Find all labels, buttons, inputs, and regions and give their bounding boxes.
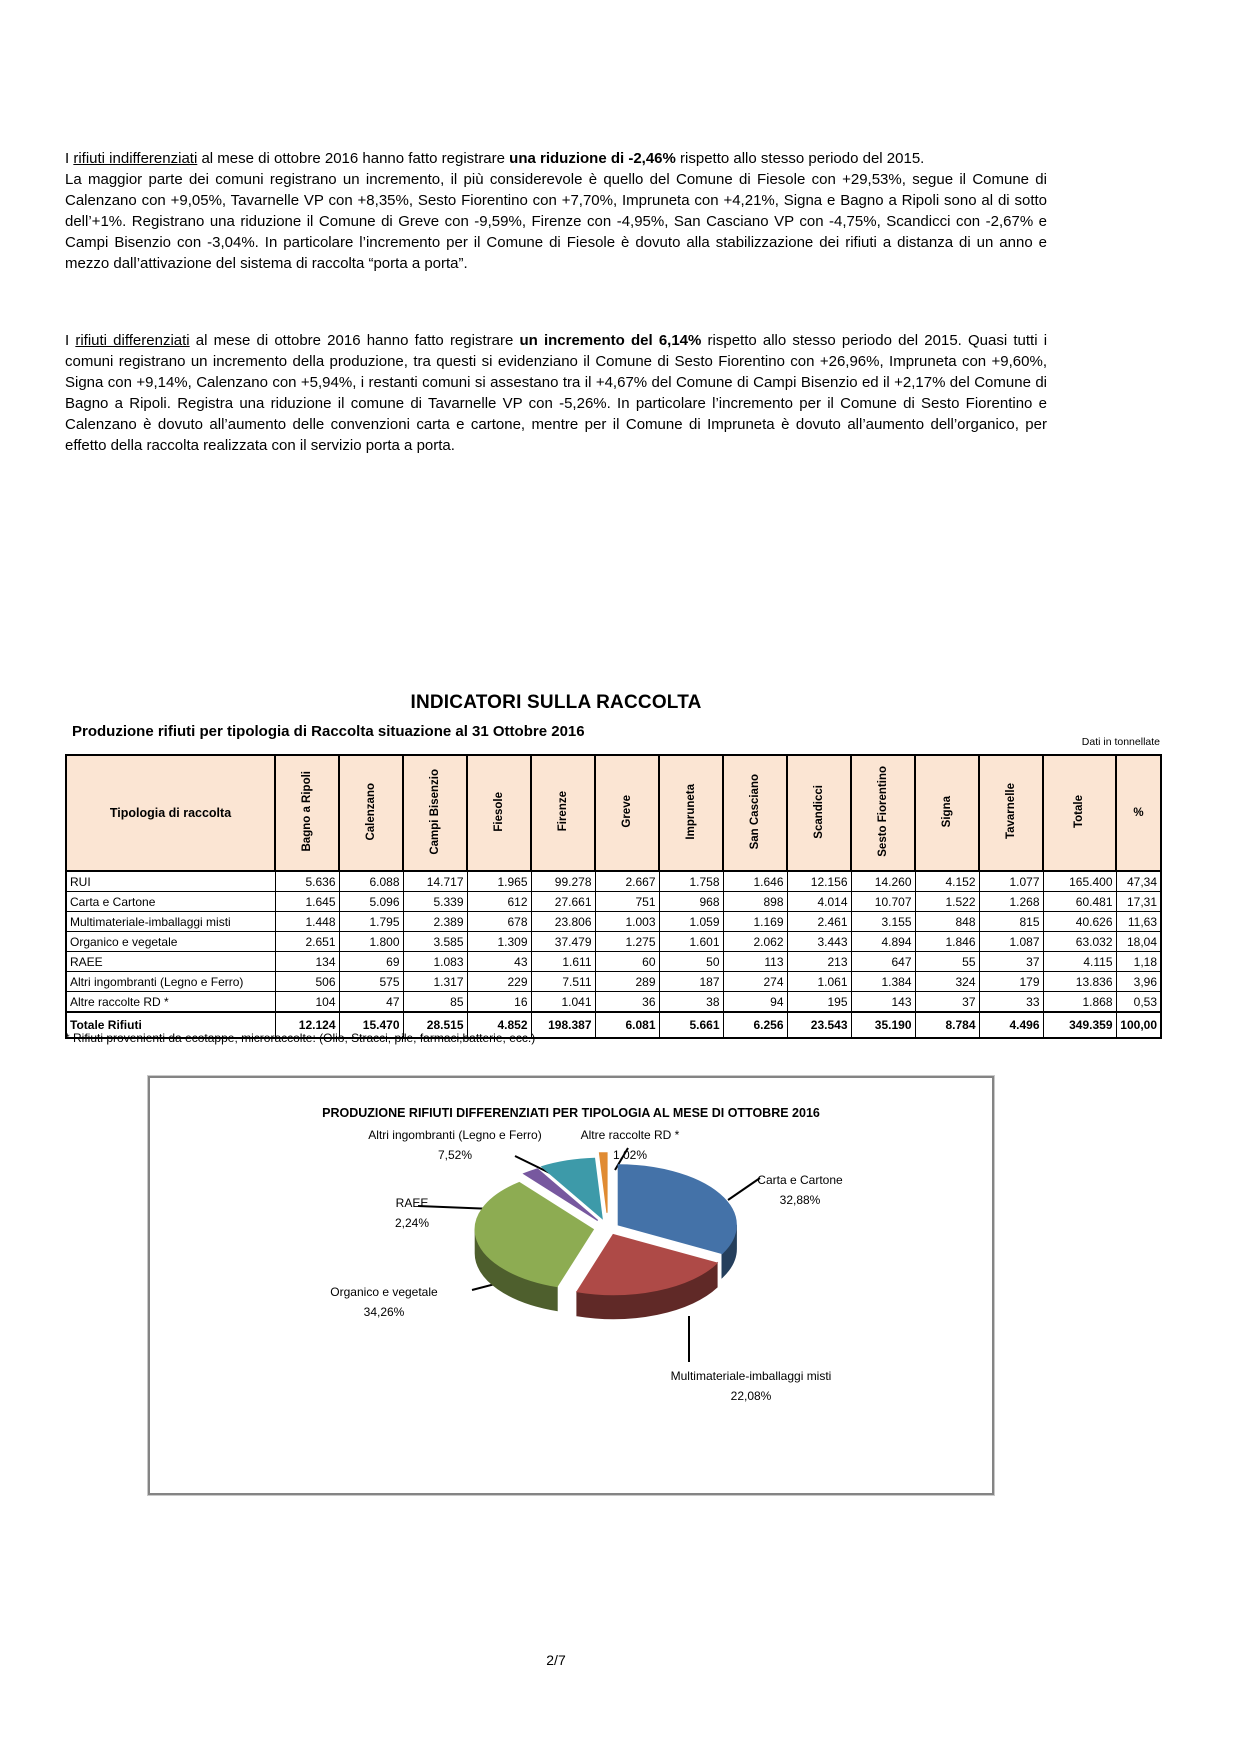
cell: 289 — [595, 972, 659, 992]
col-header-label: Firenze — [556, 791, 569, 832]
cell: 1.601 — [659, 932, 723, 952]
cell: 1.846 — [915, 932, 979, 952]
cell: 1.384 — [851, 972, 915, 992]
cell: 1.646 — [723, 871, 787, 892]
table-row — [66, 871, 1161, 892]
col-header-6 — [595, 755, 659, 871]
col-header-label: Bagno a Ripoli — [300, 771, 313, 852]
cell: 5.096 — [339, 892, 403, 912]
cell: 37 — [915, 992, 979, 1013]
row-label: Altre raccolte RD * — [66, 992, 275, 1013]
cell: 99.278 — [531, 871, 595, 892]
total-cell: 4.496 — [979, 1012, 1043, 1038]
pie-label-multimateriale — [626, 1366, 876, 1406]
table-row — [66, 912, 1161, 932]
section-title: INDICATORI SULLA RACCOLTA — [410, 692, 702, 713]
row-label: Organico e vegetale — [66, 932, 275, 952]
indiff-suffix: rispetto allo stesso periodo del 2015. — [675, 150, 925, 167]
col-header-label: Tavarnelle — [1004, 783, 1017, 840]
col-header-7 — [659, 755, 723, 871]
pie-label-raee — [362, 1193, 462, 1233]
cell: 2.389 — [403, 912, 467, 932]
cell: 38 — [659, 992, 723, 1013]
cell: 229 — [467, 972, 531, 992]
table-row — [66, 992, 1161, 1013]
cell: 1.268 — [979, 892, 1043, 912]
pie-label-pct: 2,24% — [394, 1216, 430, 1230]
total-cell: 5.661 — [659, 1012, 723, 1038]
cell: 751 — [595, 892, 659, 912]
col-header-label: Calenzano — [364, 782, 377, 841]
cell: 37 — [979, 952, 1043, 972]
cell: 13.836 — [1043, 972, 1116, 992]
cell: 27.661 — [531, 892, 595, 912]
pie-label-text: Multimateriale-imballaggi misti — [670, 1369, 832, 1383]
row-label: Carta e Cartone — [66, 892, 275, 912]
cell: 274 — [723, 972, 787, 992]
col-header-11 — [915, 755, 979, 871]
total-row-label: Totale Rifiuti — [66, 1012, 275, 1038]
cell: 3.443 — [787, 932, 851, 952]
total-cell: 28.515 — [403, 1012, 467, 1038]
cell: 113 — [723, 952, 787, 972]
cell: 1.645 — [275, 892, 339, 912]
cell: 1.611 — [531, 952, 595, 972]
cell: 1.041 — [531, 992, 595, 1013]
cell: 2.461 — [787, 912, 851, 932]
col-header-12 — [979, 755, 1043, 871]
cell: 55 — [915, 952, 979, 972]
col-header-label: Greve — [620, 795, 633, 828]
col-header-label: Totale — [1073, 794, 1086, 828]
total-cell: 4.852 — [467, 1012, 531, 1038]
diff-mid: al mese di ottobre 2016 hanno fatto registrare — [189, 332, 520, 349]
pie-label-pct: 22,08% — [730, 1389, 772, 1403]
row-label: Multimateriale-imballaggi misti — [66, 912, 275, 932]
cell: 16 — [467, 992, 531, 1013]
cell: 85 — [403, 992, 467, 1013]
cell: 1.795 — [339, 912, 403, 932]
cell: 815 — [979, 912, 1043, 932]
cell: 94 — [723, 992, 787, 1013]
cell: 18,04 — [1116, 932, 1161, 952]
col-header-label: Fiesole — [492, 791, 505, 832]
cell: 12.156 — [787, 871, 851, 892]
col-header-14: % — [1116, 755, 1161, 871]
cell: 50 — [659, 952, 723, 972]
pie-label-pct: 7,52% — [437, 1148, 473, 1162]
pie-label-pct: 32,88% — [779, 1193, 821, 1207]
total-cell: 35.190 — [851, 1012, 915, 1038]
cell: 134 — [275, 952, 339, 972]
pie-label-text: RAEE — [395, 1196, 429, 1210]
cell: 612 — [467, 892, 531, 912]
cell: 1.309 — [467, 932, 531, 952]
cell: 4.014 — [787, 892, 851, 912]
cell: 1.003 — [595, 912, 659, 932]
cell: 60.481 — [1043, 892, 1116, 912]
cell: 213 — [787, 952, 851, 972]
cell: 1.087 — [979, 932, 1043, 952]
paragraph-differenziati — [65, 330, 1047, 456]
row-label: Altri ingombranti (Legno e Ferro) — [66, 972, 275, 992]
total-cell: 6.081 — [595, 1012, 659, 1038]
cell: 2.667 — [595, 871, 659, 892]
cell: 40.626 — [1043, 912, 1116, 932]
cell: 10.707 — [851, 892, 915, 912]
col-header-9 — [787, 755, 851, 871]
indiff-mid: al mese di ottobre 2016 hanno fatto registrare — [197, 150, 510, 167]
table-row — [66, 932, 1161, 952]
cell: 36 — [595, 992, 659, 1013]
total-cell: 198.387 — [531, 1012, 595, 1038]
units-note: Dati in tonnellate — [1081, 736, 1160, 748]
cell: 3.155 — [851, 912, 915, 932]
table-header-row — [66, 755, 1161, 871]
cell: 195 — [787, 992, 851, 1013]
pie-chart-panel — [148, 1076, 994, 1495]
cell: 43 — [467, 952, 531, 972]
indiff-underlined: rifiuti indifferenziati — [73, 150, 198, 167]
cell: 187 — [659, 972, 723, 992]
cell: 1.275 — [595, 932, 659, 952]
cell: 2.062 — [723, 932, 787, 952]
total-cell: 12.124 — [275, 1012, 339, 1038]
diff-bold-figure: un incremento del 6,14% — [519, 332, 702, 349]
col-header-4 — [467, 755, 531, 871]
diff-prefix: I — [65, 332, 76, 349]
total-cell: 349.359 — [1043, 1012, 1116, 1038]
pie-label-text: Carta e Cartone — [757, 1173, 843, 1187]
cell: 5.636 — [275, 871, 339, 892]
pie-chart-title: PRODUZIONE RIFIUTI DIFFERENZIATI PER TIPOLOGIA AL MESE DI OTTOBRE 2016 — [322, 1106, 820, 1120]
col-header-label: Impruneta — [684, 783, 697, 840]
total-cell: 23.543 — [787, 1012, 851, 1038]
table-row — [66, 952, 1161, 972]
col-header-3 — [403, 755, 467, 871]
cell: 60 — [595, 952, 659, 972]
cell: 1.083 — [403, 952, 467, 972]
cell: 1.522 — [915, 892, 979, 912]
indiff-prefix: I — [65, 150, 74, 167]
cell: 23.806 — [531, 912, 595, 932]
col-header-8 — [723, 755, 787, 871]
cell: 47 — [339, 992, 403, 1013]
cell: 165.400 — [1043, 871, 1116, 892]
col-header-10 — [851, 755, 915, 871]
section-subtitle: Produzione rifiuti per tipologia di Raccolta situazione al 31 Ottobre 2016 — [72, 723, 585, 740]
pie-label-altre-raccolte — [550, 1125, 710, 1165]
diff-underlined: rifiuti differenziati — [75, 332, 190, 349]
pie-label-pct: 34,26% — [363, 1305, 405, 1319]
diff-body: rispetto allo stesso periodo del 2015. Quasi tutti i comuni registrano un incremento della produzione, tra questi si evidenziano il Comune di Sesto Fiorentino con +26,96%, Impruneta con +9,60%, Signa con +9,14%, Calenzano con +5,94%, i restanti comuni si assestano tra il +4,67% del Comune di Campi Bisenzio ed il +2,17% del Comune di Bagno a Ripoli. Registra una riduzione il comune di Tavarnelle VP con -5,26%. In particolare l’incremento per il Comune di Sesto Fiorentino e Calenzano è dovuto all’aumento delle convenzioni carta e cartone, mentre per il Comune di Impruneta è dovuto all’aumento dell’organico, per effetto della raccolta realizzata con il servizio porta a porta. — [65, 332, 1048, 454]
cell: 1.059 — [659, 912, 723, 932]
cell: 4.894 — [851, 932, 915, 952]
cell: 1,18 — [1116, 952, 1161, 972]
pie-label-text: Organico e vegetale — [330, 1285, 438, 1299]
pie-label-altri-ingombranti — [330, 1125, 580, 1165]
row-label: RAEE — [66, 952, 275, 972]
col-header-label: Signa — [940, 795, 953, 828]
cell: 37.479 — [531, 932, 595, 952]
total-cell: 8.784 — [915, 1012, 979, 1038]
cell: 14.717 — [403, 871, 467, 892]
col-header-13 — [1043, 755, 1116, 871]
cell: 3,96 — [1116, 972, 1161, 992]
cell: 4.115 — [1043, 952, 1116, 972]
cell: 104 — [275, 992, 339, 1013]
cell: 1.965 — [467, 871, 531, 892]
col-header-label: Scandicci — [812, 784, 825, 839]
cell: 11,63 — [1116, 912, 1161, 932]
cell: 4.152 — [915, 871, 979, 892]
cell: 968 — [659, 892, 723, 912]
table-footnote: * Rifiuti provenienti da ecotappe, microraccolte: (Olio, Stracci, pile, farmaci,batterie, ecc.) — [65, 1031, 536, 1045]
pie-slice — [618, 1165, 736, 1254]
cell: 848 — [915, 912, 979, 932]
cell: 17,31 — [1116, 892, 1161, 912]
col-header-2 — [339, 755, 403, 871]
col-header-label: San Casciano — [748, 773, 761, 850]
cell: 179 — [979, 972, 1043, 992]
cell: 14.260 — [851, 871, 915, 892]
cell: 898 — [723, 892, 787, 912]
waste-by-type-table — [65, 754, 1162, 1039]
cell: 575 — [339, 972, 403, 992]
pie-label-carta — [720, 1170, 880, 1210]
paragraph-indifferenziati — [65, 148, 1047, 274]
row-label: RUI — [66, 871, 275, 892]
total-cell: 15.470 — [339, 1012, 403, 1038]
cell: 1.448 — [275, 912, 339, 932]
cell: 1.077 — [979, 871, 1043, 892]
col-header-1 — [275, 755, 339, 871]
total-cell: 6.256 — [723, 1012, 787, 1038]
indiff-body: La maggior parte dei comuni registrano un incremento, il più considerevole è quello del Comune di Fiesole con +29,53%, segue il Comune di Calenzano con +9,05%, Tavarnelle VP con +8,35%, Sesto Fiorentino con +7,70%, Impruneta con +4,21%, Signa e Bagno a Ripoli sono al di sotto dell’+1%. Registrano una riduzione il Comune di Greve con -9,59%, Firenze con -4,95%, San Casciano VP con -4,75%, Scandicci con -2,67% e Campi Bisenzio con -3,04%. In particolare l’incremento per il Comune di Fiesole è dovuto alla stabilizzazione dei rifiuti a distanza di un anno e mezzo dall’attivazione del sistema di raccolta “porta a porta”. — [65, 171, 1047, 272]
indiff-lead-line — [65, 148, 1047, 169]
cell: 5.339 — [403, 892, 467, 912]
page-number: 2/7 — [546, 1652, 566, 1668]
cell: 143 — [851, 992, 915, 1013]
indiff-bold-figure: una riduzione di -2,46% — [509, 150, 676, 167]
col-header-label: Campi Bisenzio — [428, 768, 441, 855]
cell: 3.585 — [403, 932, 467, 952]
col-header-5 — [531, 755, 595, 871]
cell: 324 — [915, 972, 979, 992]
table-row — [66, 892, 1161, 912]
table-row — [66, 972, 1161, 992]
cell: 63.032 — [1043, 932, 1116, 952]
cell: 647 — [851, 952, 915, 972]
pie-label-pct: 1,02% — [612, 1148, 648, 1162]
pie-label-text: Altre raccolte RD * — [580, 1128, 680, 1142]
pie-label-text: Altri ingombranti (Legno e Ferro) — [368, 1128, 542, 1142]
cell: 1.758 — [659, 871, 723, 892]
cell: 6.088 — [339, 871, 403, 892]
cell: 1.169 — [723, 912, 787, 932]
cell: 1.061 — [787, 972, 851, 992]
cell: 506 — [275, 972, 339, 992]
waste-table-wrapper — [65, 754, 1162, 1039]
cell: 47,34 — [1116, 871, 1161, 892]
cell: 0,53 — [1116, 992, 1161, 1013]
cell: 69 — [339, 952, 403, 972]
cell: 678 — [467, 912, 531, 932]
col-header-label: Sesto Fiorentino — [876, 766, 889, 857]
cell: 1.800 — [339, 932, 403, 952]
cell: 7.511 — [531, 972, 595, 992]
cell: 2.651 — [275, 932, 339, 952]
total-cell: 100,00 — [1116, 1012, 1161, 1038]
cell: 33 — [979, 992, 1043, 1013]
cell: 1.317 — [403, 972, 467, 992]
col-header-0: Tipologia di raccolta — [66, 755, 275, 871]
cell: 1.868 — [1043, 992, 1116, 1013]
pie-label-organico — [284, 1282, 484, 1322]
